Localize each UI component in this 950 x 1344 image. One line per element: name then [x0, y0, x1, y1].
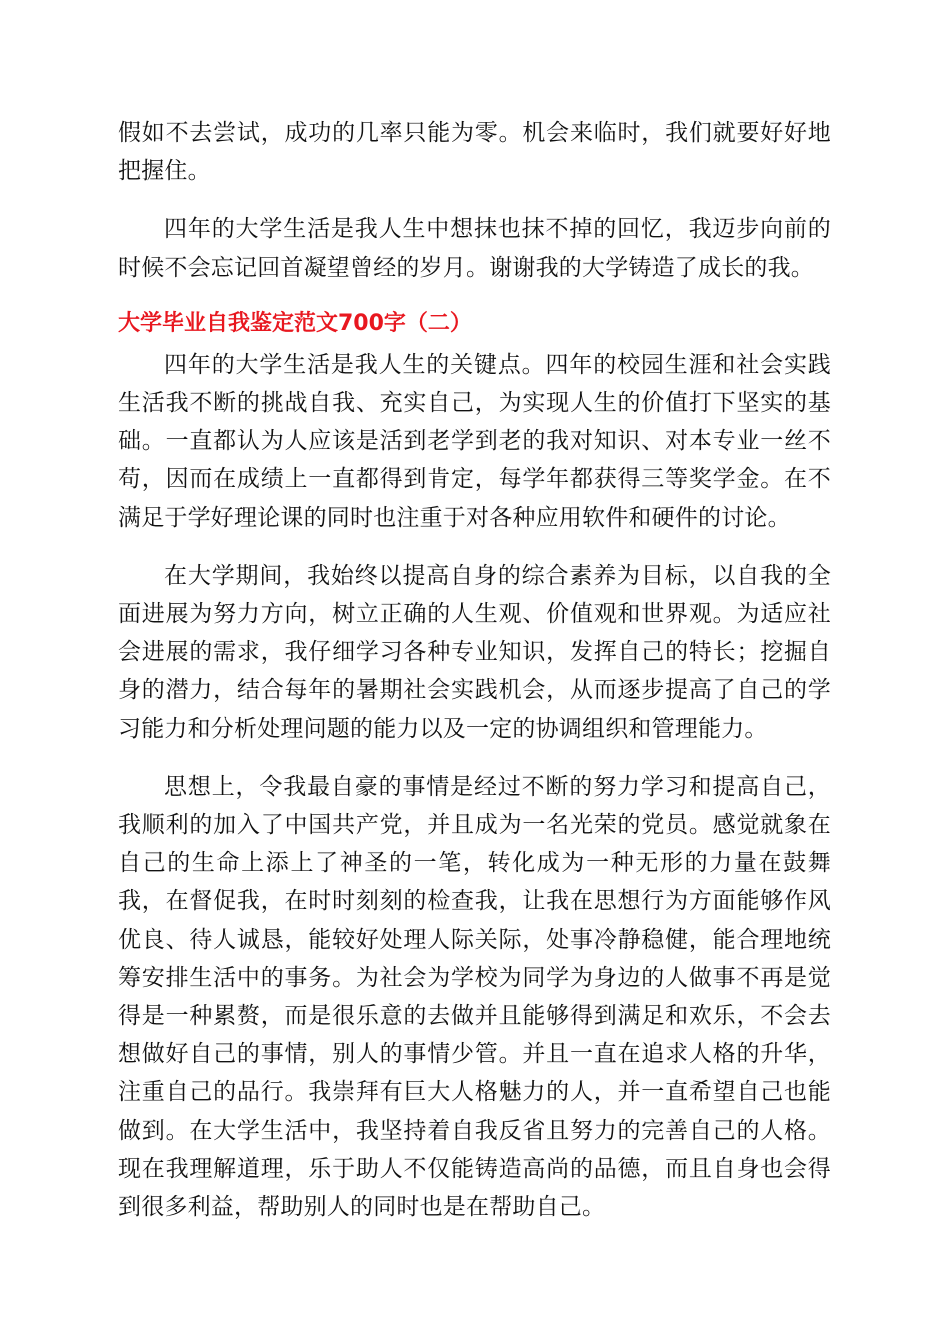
paragraph-study: 在大学期间，我始终以提高自身的综合素养为目标，以自我的全面进展为努力方向，树立正确的人生观、价值观和世界观。为适应社会进展的需求，我仔细学习各种专业知识，发挥自己的特长；挖掘自身的潜力，结合每年的暑期社会实践机会，从而逐步提高了自己的学习能力和分析处理问题的能力以及一定的协调组织和管理能力。: [118, 562, 831, 742]
paragraph-thought: 思想上，令我最自豪的事情是经过不断的努力学习和提高自己，我顺利的加入了中国共产党，并且成为一名光荣的党员。感觉就象在自己的生命上添上了神圣的一笔，转化成为一种无形的力量在鼓舞我，在督促我，在时时刻刻的检查我，让我在思想行为方面能够作风优良、待人诚恳，能较好处理人际关际，处事冷静稳健，能合理地统筹安排生活中的事务。为社会为学校为同学为身边的人做事不再是觉得是一种累赘，而是很乐意的去做并且能够得到满足和欢乐，不会去想做好自己的事情，别人的事情少管。并且一直在追求人格的升华，注重自己的品行。我崇拜有巨大人格魅力的人，并一直希望自己也能做到。在大学生活中，我坚持着自我反省且努力的完善自己的人格。现在我理解道理，乐于助人不仅能铸造高尚的品德，而且自身也会得到很多利益，帮助别人的同时也是在帮助自己。: [118, 773, 831, 1221]
paragraph-closing: 四年的大学生活是我人生中想抹也抹不掉的回忆，我迈步向前的时候不会忘记回首凝望曾经的岁月。谢谢我的大学铸造了成长的我。: [118, 216, 831, 281]
paragraph-intro: 四年的大学生活是我人生的关键点。四年的校园生涯和社会实践生活我不断的挑战自我、充实自己，为实现人生的价值打下坚实的基础。一直都认为人应该是活到老学到老的我对知识、对本专业一丝不苟，因而在成绩上一直都得到肯定，每学年都获得三等奖学金。在不满足于学好理论课的同时也注重于对各种应用软件和硬件的讨论。: [118, 351, 831, 531]
section-heading: 大学毕业自我鉴定范文700字（二）: [118, 310, 472, 336]
document-page: [118, 114, 831, 1226]
paragraph-continuation: 假如不去尝试，成功的几率只能为零。机会来临时，我们就要好好地把握住。: [118, 120, 831, 185]
